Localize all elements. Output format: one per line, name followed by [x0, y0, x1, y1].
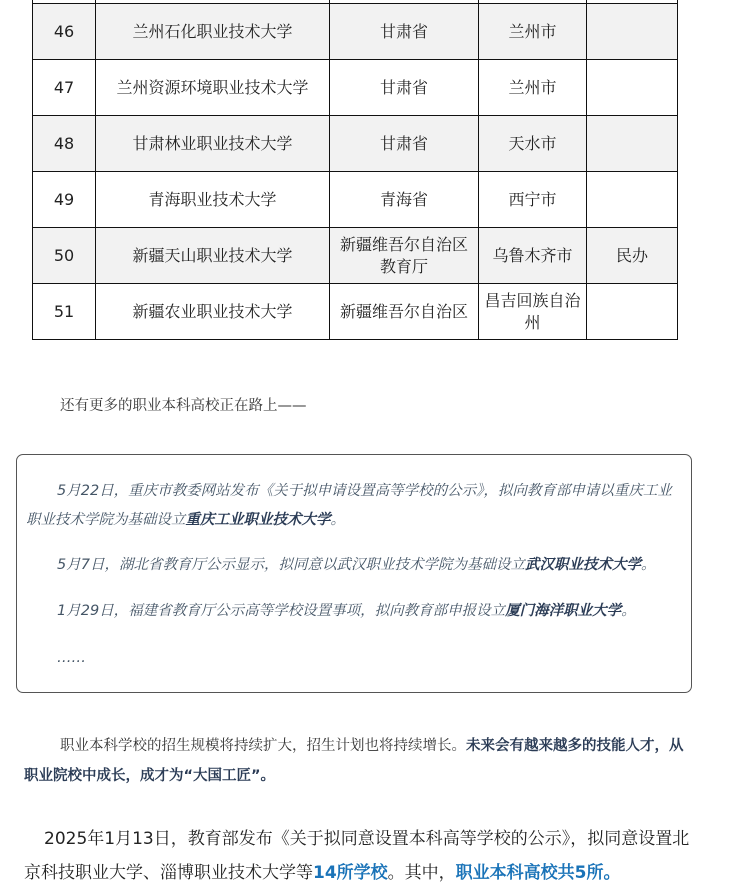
quote-ellipsis — [26, 644, 686, 673]
table-cell-city: 西宁市 — [479, 172, 587, 228]
table-cell-province: 青海省 — [330, 172, 479, 228]
table-cell-no: 47 — [33, 60, 96, 116]
table-cell-name: 甘肃林业职业技术大学 — [96, 116, 330, 172]
table-cell-name: 新疆农业职业技术大学 — [96, 284, 330, 340]
table-row — [33, 60, 678, 116]
table-cell-note — [587, 172, 678, 228]
quote-item-xiamen — [26, 597, 686, 626]
table-cell-no: 51 — [33, 284, 96, 340]
table-row — [33, 172, 678, 228]
paragraph-text-mid: 。其中， — [387, 863, 456, 883]
quote-text-end: 。 — [330, 512, 345, 528]
table-cell-no: 48 — [33, 116, 96, 172]
table-cell-province: 新疆维吾尔自治区 — [330, 284, 479, 340]
table-cell-note — [587, 116, 678, 172]
table-cell-city: 乌鲁木齐市 — [479, 228, 587, 284]
paragraph-emphasis: 未来会有越来越多的技能人才，从职业院校中成长，成才为“大国工匠”。 — [24, 738, 684, 784]
table-cell-city: 兰州市 — [479, 4, 587, 60]
table-cell-city: 兰州市 — [479, 60, 587, 116]
table-cell-city: 昌吉回族自治州 — [479, 284, 587, 340]
quote-text: 1月29日，福建省教育厅公示高等学校设置事项，拟向教育部申报设立 — [57, 603, 506, 619]
more-coming-text: 还有更多的职业本科高校正在路上—— — [60, 398, 307, 414]
table-cell-province: 甘肃省 — [330, 116, 479, 172]
university-table — [32, 0, 678, 340]
enrollment-paragraph — [24, 731, 696, 791]
quote-item-wuhan — [26, 551, 686, 580]
table-cell-no: 46 — [33, 4, 96, 60]
table-cell-note — [587, 284, 678, 340]
table-cell-province: 甘肃省 — [330, 4, 479, 60]
quote-item-chongqing — [26, 477, 686, 535]
table-cell-province: 新疆维吾尔自治区教育厅 — [330, 228, 479, 284]
table-row — [33, 4, 678, 60]
quote-highlight: 武汉职业技术大学 — [524, 557, 641, 573]
table-row — [33, 284, 678, 340]
quote-box — [16, 454, 692, 693]
moe-announcement-paragraph — [24, 822, 704, 890]
quote-text: 5月7日，湖北省教育厅公示显示，拟同意以武汉职业技术学院为基础设立 — [57, 557, 525, 573]
table-row — [33, 116, 678, 172]
table-cell-note — [587, 4, 678, 60]
quote-highlight: 厦门海洋职业大学 — [505, 603, 622, 619]
paragraph-text: 2025年1月13日，教育部发布《关于拟同意设置本科高等学校的公示》，拟同意设置北京科技职业大学、淄博职业技术大学等 — [24, 829, 690, 883]
vocational-count-highlight: 职业本科高校共5所。 — [455, 863, 621, 883]
table-cell-no: 49 — [33, 172, 96, 228]
quote-text: 5月22日，重庆市教委网站发布《关于拟申请设置高等学校的公示》，拟向教育部申请以重庆工业职业技术学院为基础设立 — [26, 483, 672, 528]
table-cell-city: 天水市 — [479, 116, 587, 172]
table-cell-note: 民办 — [587, 228, 678, 284]
table-row — [33, 228, 678, 284]
table-cell-province: 甘肃省 — [330, 60, 479, 116]
quote-text-end: 。 — [640, 557, 656, 573]
table-cell-note — [587, 60, 678, 116]
quote-highlight: 重庆工业职业技术大学 — [185, 512, 331, 528]
quote-text-end: 。 — [621, 603, 636, 619]
table-cell-no: 50 — [33, 228, 96, 284]
paragraph-text: 职业本科学校的招生规模将持续扩大，招生计划也将持续增长。 — [60, 738, 466, 754]
school-count-highlight: 14所学校 — [313, 863, 388, 883]
table-cell-name: 兰州石化职业技术大学 — [96, 4, 330, 60]
ellipsis-text: …… — [57, 650, 86, 666]
table-cell-name: 青海职业技术大学 — [96, 172, 330, 228]
table-cell-name: 新疆天山职业技术大学 — [96, 228, 330, 284]
table-cell-name: 兰州资源环境职业技术大学 — [96, 60, 330, 116]
